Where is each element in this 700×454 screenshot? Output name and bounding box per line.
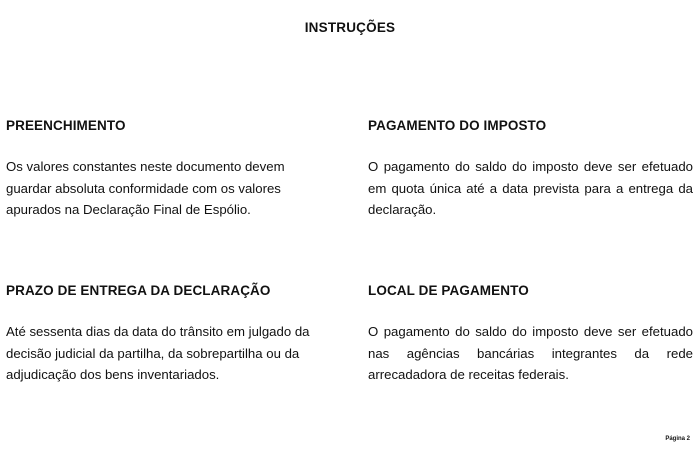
section-heading: LOCAL DE PAGAMENTO [368,283,529,298]
section-body: Os valores constantes neste documento devem guardar absoluta conformidade com os valores apurados na Declaração Final de Espólio. [6,159,285,217]
section-local-de-pagamento [368,283,693,386]
section-heading: PRAZO DE ENTREGA DA DECLARAÇÃO [6,283,271,298]
section-heading: PAGAMENTO DO IMPOSTO [368,118,547,133]
section-pagamento-do-imposto [368,118,693,221]
section-body: O pagamento do saldo do imposto deve ser efetuado nas agências bancárias integrantes da rede arrecadadora de receitas federais. [368,324,693,382]
section-body: Até sessenta dias da data do trânsito em julgado da decisão judicial da partilha, da sobrepartilha ou da adjudicação dos bens inventariados. [6,324,310,382]
page-title: INSTRUÇÕES [304,20,396,35]
section-heading: PREENCHIMENTO [6,118,126,133]
section-preenchimento [6,118,331,221]
section-prazo-de-entrega [6,283,331,386]
section-body: O pagamento do saldo do imposto deve ser efetuado em quota única até a data prevista para a entrega da declaração. [368,159,693,217]
page-number: Página 2 [665,436,690,442]
